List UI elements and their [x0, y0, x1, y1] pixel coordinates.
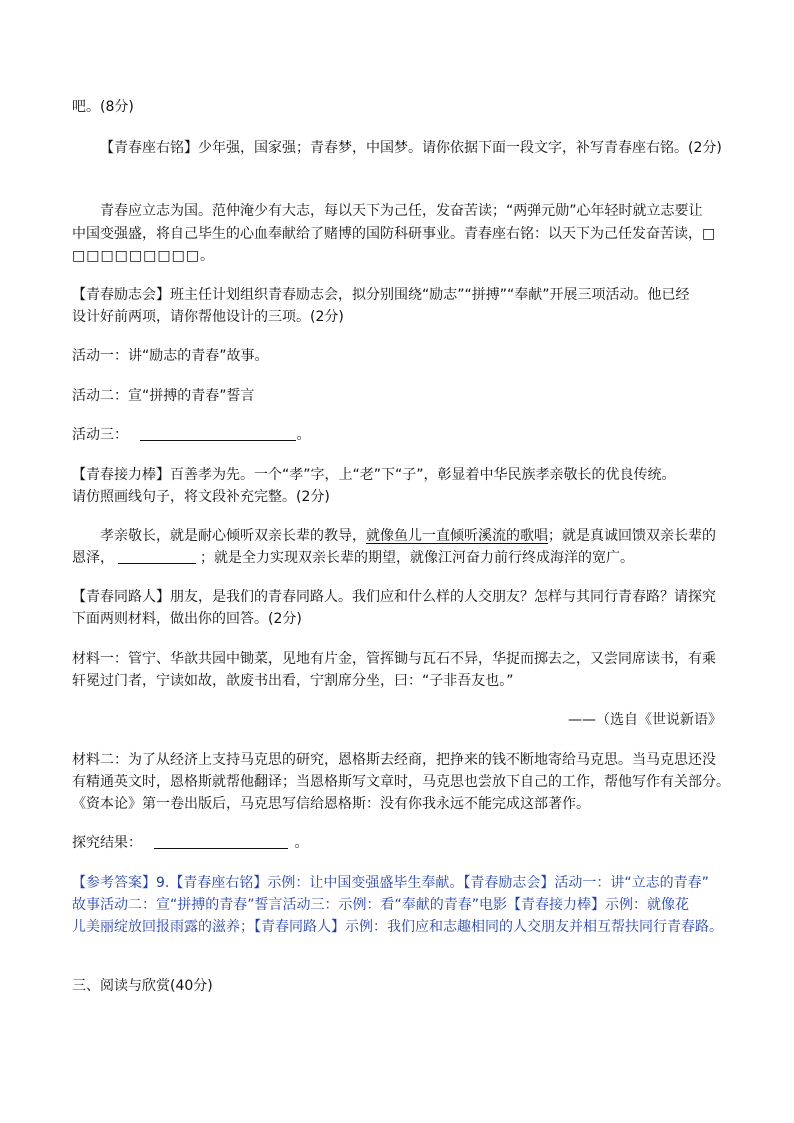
text-line: 请仿照画线句子，将文段补充完整。(2分) — [72, 489, 330, 505]
section-heading-motto: 【青春座右铭】少年强，国家强；青春梦，中国梦。请你依据下面一段文字，补写青春座右铭。(2分) — [100, 140, 722, 156]
blank-boxes: □□□□□□□□□。 — [72, 248, 216, 264]
source-citation: ——（选自《世说新语》 — [568, 712, 722, 728]
exploration-result — [72, 832, 722, 854]
section-heading-companion: 【青春同路人】朋友，是我们的青春同路人。我们应和什么样的人交朋友？怎样与其同行青春路？请探究 — [72, 589, 716, 605]
text-line: 青春应立志为国。范仲淹少有大志，每以天下为己任，发奋苦读；“两弹元勋”心年轻时就立志要让 — [100, 203, 703, 219]
material-two: 材料二：为了从经济上支持马克思的研究，恩格斯去经商，把挣来的钱不断地寄给马克思。当马克思还没 — [72, 752, 716, 768]
underlined-example: 就像鱼儿一直倾听溪流的歌唱 — [366, 528, 548, 544]
punctuation: 。 — [294, 835, 309, 851]
text-segment: 恩泽， — [72, 550, 114, 566]
text-line: 吧。(8分) — [72, 99, 134, 115]
text-line — [72, 547, 722, 569]
section-heading-reading: 三、阅读与欣赏(40分) — [72, 978, 213, 994]
activity-three — [72, 424, 722, 446]
activity-three-label: 活动三： — [72, 427, 128, 443]
text-line — [100, 525, 722, 547]
reference-answer: 【参考答案】9.【青春座右铭】示例：让中国变强盛毕生奉献。【青春励志会】活动一：讲“立志的青春” — [72, 875, 709, 891]
punctuation: 。 — [296, 427, 311, 443]
activity-two: 活动二：宣“拼搏的青春”誓言 — [72, 388, 255, 404]
text-line: 中国变强盛，将自己毕生的心血奉献给了赌博的国防科研事业。青春座右铭：以天下为己任发奋苦读，□ — [72, 226, 716, 242]
text-segment: 孝亲敬长，就是耐心倾听双亲长辈的教导， — [100, 528, 366, 544]
text-line: 有精通英文时，恩格斯就帮他翻译；当恩格斯写文章时，马克思也尝放下自己的工作，帮他写作有关部分。 — [72, 774, 730, 790]
reference-answer: 儿美丽绽放回报雨露的滋养；【青春同路人】示例：我们应和志趣相同的人交朋友并相互帮扶同行青春路。 — [72, 919, 723, 935]
material-one: 材料一：管宁、华歆共园中锄菜，见地有片金，管挥锄与瓦石不异，华捉而掷去之，又尝同席读书，有乘 — [72, 651, 716, 667]
activity-one: 活动一：讲“励志的青春”故事。 — [72, 348, 269, 364]
exploration-label: 探究结果： — [72, 835, 142, 851]
answer-blank[interactable] — [154, 834, 288, 849]
section-heading-inspiration: 【青春励志会】班主任计划组织青春励志会，拟分别围绕“励志”“拼搏”“奉献”开展三项活动。他已经 — [72, 287, 690, 303]
text-line: 《资本论》第一卷出版后，马克思写信给恩格斯：没有你我永远不能完成这部著作。 — [72, 796, 590, 812]
text-line: 设计好前两项，请你帮他设计的三项。(2分) — [72, 309, 344, 325]
reference-answer: 故事活动二：宣“拼搏的青春”誓言活动三：示例：看“奉献的青春”电影【青春接力棒】示例：就像花 — [72, 897, 690, 913]
text-line: 轩冕过门者，宁读如故，歆废书出看，宁割席分坐，曰：“子非吾友也。” — [72, 673, 514, 689]
section-heading-relay: 【青春接力棒】百善孝为先。一个“孝”字，上“老”下“子”，彰显着中华民族孝亲敬长的优良传统。 — [72, 467, 676, 483]
text-line: 下面两则材料，做出你的回答。(2分) — [72, 611, 302, 627]
answer-blank[interactable] — [118, 549, 196, 564]
text-segment: ；就是全力实现双亲长辈的期望，就像江河奋力前行终成海洋的宽广。 — [200, 550, 634, 566]
text-segment: ；就是真诚回馈双亲长辈的 — [548, 528, 716, 544]
answer-blank[interactable] — [140, 426, 296, 441]
